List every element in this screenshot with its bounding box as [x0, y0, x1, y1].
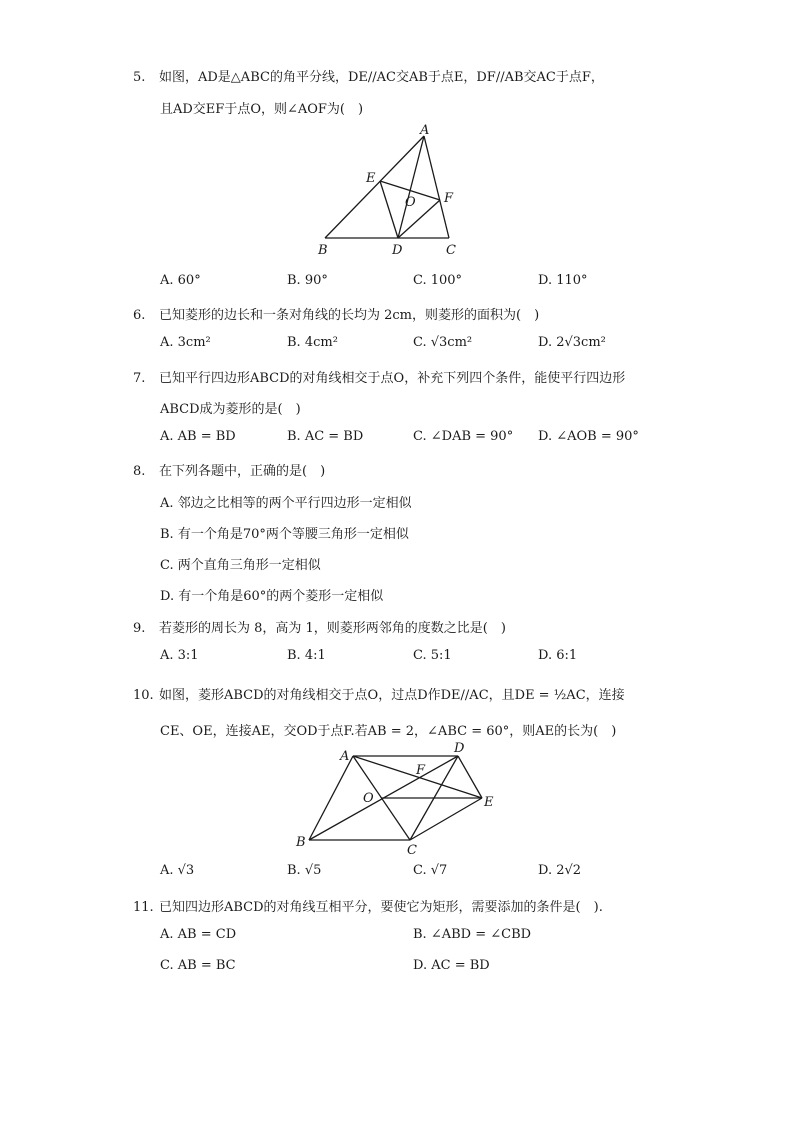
question-10-line-1: 10. 如图，菱形ABCD的对角线相交于点O，过点D作DE//AC，且DE = ½AC，连接 — [133, 688, 625, 703]
q11-option-c[interactable]: C. AB = BC — [160, 958, 236, 973]
q10-option-c[interactable]: C. √7 — [413, 863, 448, 878]
q6-option-a[interactable]: A. 3cm² — [160, 335, 211, 350]
question-10-line-2: CE、OE，连接AE，交OD于点F.若AB = 2，∠ABC = 60°，则AE的长为( ) — [160, 724, 617, 739]
fig1-label-b: B — [318, 243, 328, 258]
fig1-label-a: A — [420, 123, 430, 138]
fig2-label-f: F — [416, 763, 426, 778]
fig1-label-c: C — [446, 243, 456, 258]
q10-option-d[interactable]: D. 2√2 — [538, 863, 582, 878]
fig2-label-b: B — [296, 835, 306, 850]
q5-option-d[interactable]: D. 110° — [538, 273, 588, 288]
q11-option-a[interactable]: A. AB = CD — [160, 927, 237, 942]
fig2-label-a: A — [340, 749, 350, 764]
q6-option-c[interactable]: C. √3cm² — [413, 335, 473, 350]
question-11-line-1: 11. 已知四边形ABCD的对角线互相平分，要使它为矩形，需要添加的条件是( ). — [133, 900, 603, 915]
q7-option-d[interactable]: D. ∠AOB = 90° — [538, 429, 639, 444]
q6-option-b[interactable]: B. 4cm² — [287, 335, 338, 350]
fig2-label-d: D — [454, 741, 465, 756]
question-6-line-1: 6. 已知菱形的边长和一条对角线的长均为 2cm，则菱形的面积为( ) — [133, 308, 540, 323]
q10-option-a[interactable]: A. √3 — [160, 863, 195, 878]
question-9-line-1: 9. 若菱形的周长为 8，高为 1，则菱形两邻角的度数之比是( ) — [133, 621, 506, 636]
q9-option-a[interactable]: A. 3:1 — [160, 648, 199, 663]
question-8-line-1: 8. 在下列各题中，正确的是( ) — [133, 464, 326, 479]
figure-triangle-abc — [310, 120, 490, 264]
q5-option-c[interactable]: C. 100° — [413, 273, 463, 288]
question-7-line-2: ABCD成为菱形的是( ) — [160, 402, 301, 417]
q9-option-c[interactable]: C. 5:1 — [413, 648, 452, 663]
q11-option-d[interactable]: D. AC = BD — [413, 958, 490, 973]
fig1-label-e: E — [366, 171, 376, 186]
fig2-label-o: O — [363, 791, 374, 806]
question-5-line-2: 且AD交EF于点O，则∠AOF为( ) — [160, 102, 364, 117]
fig1-label-o: O — [405, 195, 416, 210]
question-number: 5. — [133, 70, 146, 85]
q7-option-a[interactable]: A. AB = BD — [160, 429, 236, 444]
fig2-label-e: E — [484, 795, 494, 810]
q8-option-d[interactable]: D. 有一个角是60°的两个菱形一定相似 — [160, 589, 384, 604]
question-stem: 如图，AD是△ABC的角平分线，DE//AC交AB于点E，DF//AB交AC于点F， — [159, 70, 604, 85]
q7-option-c[interactable]: C. ∠DAB = 90° — [413, 429, 514, 444]
fig1-label-f: F — [444, 191, 454, 206]
q10-option-b[interactable]: B. √5 — [287, 863, 322, 878]
fig1-label-d: D — [392, 243, 403, 258]
q11-option-b[interactable]: B. ∠ABD = ∠CBD — [413, 927, 532, 942]
q5-option-b[interactable]: B. 90° — [287, 273, 328, 288]
q5-option-a[interactable]: A. 60° — [160, 273, 201, 288]
q8-option-a[interactable]: A. 邻边之比相等的两个平行四边形一定相似 — [160, 496, 412, 511]
fig2-label-c: C — [407, 843, 417, 858]
question-5-line-1 — [133, 66, 604, 85]
q9-option-b[interactable]: B. 4:1 — [287, 648, 326, 663]
q6-option-d[interactable]: D. 2√3cm² — [538, 335, 606, 350]
q9-option-d[interactable]: D. 6:1 — [538, 648, 578, 663]
q7-option-b[interactable]: B. AC = BD — [287, 429, 364, 444]
q8-option-b[interactable]: B. 有一个角是70°两个等腰三角形一定相似 — [160, 527, 409, 542]
q8-option-c[interactable]: C. 两个直角三角形一定相似 — [160, 558, 321, 573]
question-7-line-1: 7. 已知平行四边形ABCD的对角线相交于点O，补充下列四个条件，能使平行四边形 — [133, 371, 626, 386]
figure-rhombus-abcd — [290, 738, 510, 862]
